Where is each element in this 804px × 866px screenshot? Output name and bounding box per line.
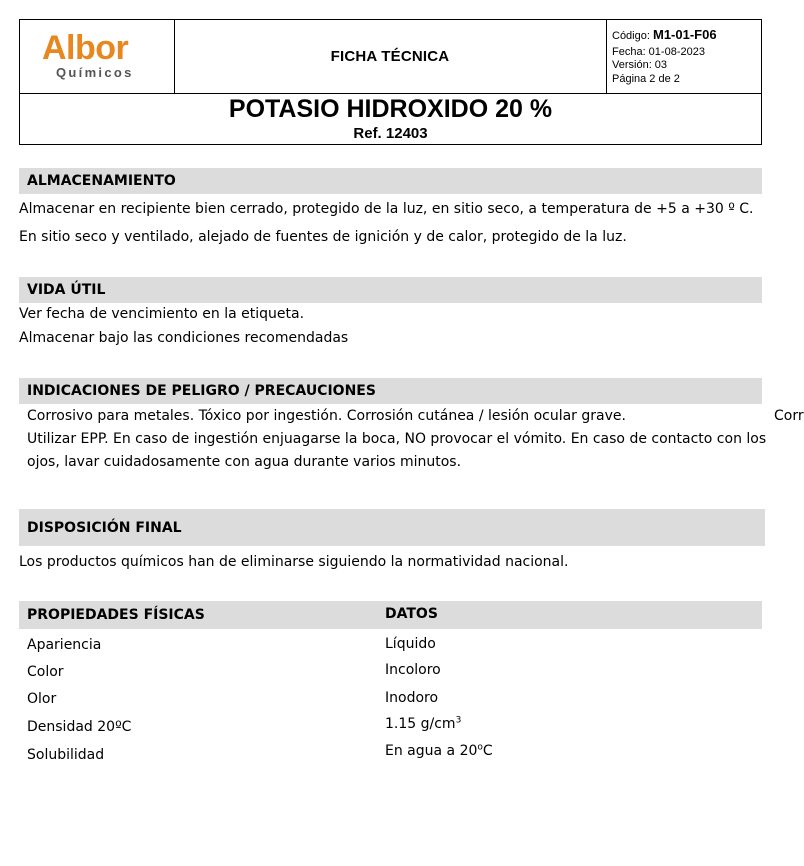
property-name: Apariencia	[27, 637, 102, 653]
storage-line: Almacenar en recipiente bien cerrado, protegido de la luz, en sitio seco, a temperatura de +5 a +30 º C.	[19, 201, 754, 217]
hazard-line: ojos, lavar cuidadosamente con agua durante varios minutos.	[27, 454, 462, 470]
doc-code-label: Código:	[612, 30, 650, 42]
hazard-line: Corrosivo para metales. Tóxico por ingestión. Corrosión cutánea / lesión ocular grave.	[27, 408, 626, 424]
property-value-tail: C	[482, 743, 493, 759]
shelf-life-line: Almacenar bajo las condiciones recomendadas	[19, 330, 349, 346]
doc-code	[612, 28, 717, 43]
logo-cell	[20, 20, 175, 93]
property-value-text: En agua a 20	[385, 743, 478, 759]
property-value-sup: o	[477, 742, 483, 753]
section-heading-shelf-life: VIDA ÚTIL	[19, 277, 762, 303]
property-name: Color	[27, 664, 64, 680]
property-value	[385, 741, 493, 761]
property-value: Líquido	[385, 636, 436, 652]
section-heading-storage: ALMACENAMIENTO	[19, 168, 762, 194]
section-heading-disposal: DISPOSICIÓN FINAL	[19, 509, 765, 546]
doc-code-value: M1-01-F06	[652, 27, 717, 42]
doc-date: Fecha: 01-08-2023	[612, 46, 705, 58]
company-logo-subtitle: Químicos	[56, 65, 134, 80]
property-name: Olor	[27, 691, 57, 707]
property-name: Densidad 20ºC	[27, 719, 132, 735]
property-value-text: 1.15 g/cm	[385, 716, 456, 732]
properties-col-heading: PROPIEDADES FÍSICAS	[27, 607, 205, 623]
data-col-heading: DATOS	[385, 606, 438, 622]
properties-table-header	[19, 601, 762, 629]
property-value	[385, 714, 461, 734]
hazard-overflow-text: Corr	[774, 408, 804, 424]
product-ref: Ref. 12403	[353, 125, 428, 142]
property-value: Inodoro	[385, 690, 439, 706]
disposal-line: Los productos químicos han de eliminarse siguiendo la normatividad nacional.	[19, 554, 569, 570]
doc-meta-cell	[606, 20, 763, 93]
shelf-life-line: Ver fecha de vencimiento en la etiqueta.	[19, 306, 305, 322]
product-title: POTASIO HIDROXIDO 20 %	[228, 95, 553, 123]
storage-line: En sitio seco y ventilado, alejado de fuentes de ignición y de calor, protegido de la luz.	[19, 229, 627, 245]
document-header	[19, 19, 762, 145]
section-heading-hazards: INDICACIONES DE PELIGRO / PRECAUCIONES	[19, 378, 762, 404]
company-logo: Albor	[42, 29, 129, 67]
header-top-row	[20, 20, 761, 94]
property-value-sup: 3	[455, 715, 462, 726]
property-value: Incoloro	[385, 662, 441, 678]
doc-type-label: FICHA TÉCNICA	[330, 48, 450, 65]
doc-page: Página 2 de 2	[612, 73, 680, 85]
doc-version: Versión: 03	[612, 59, 668, 71]
property-name: Solubilidad	[27, 747, 105, 763]
hazard-line: Utilizar EPP. En caso de ingestión enjuagarse la boca, NO provocar el vómito. En caso de contacto con los	[27, 431, 767, 447]
doc-type-cell	[174, 20, 607, 93]
